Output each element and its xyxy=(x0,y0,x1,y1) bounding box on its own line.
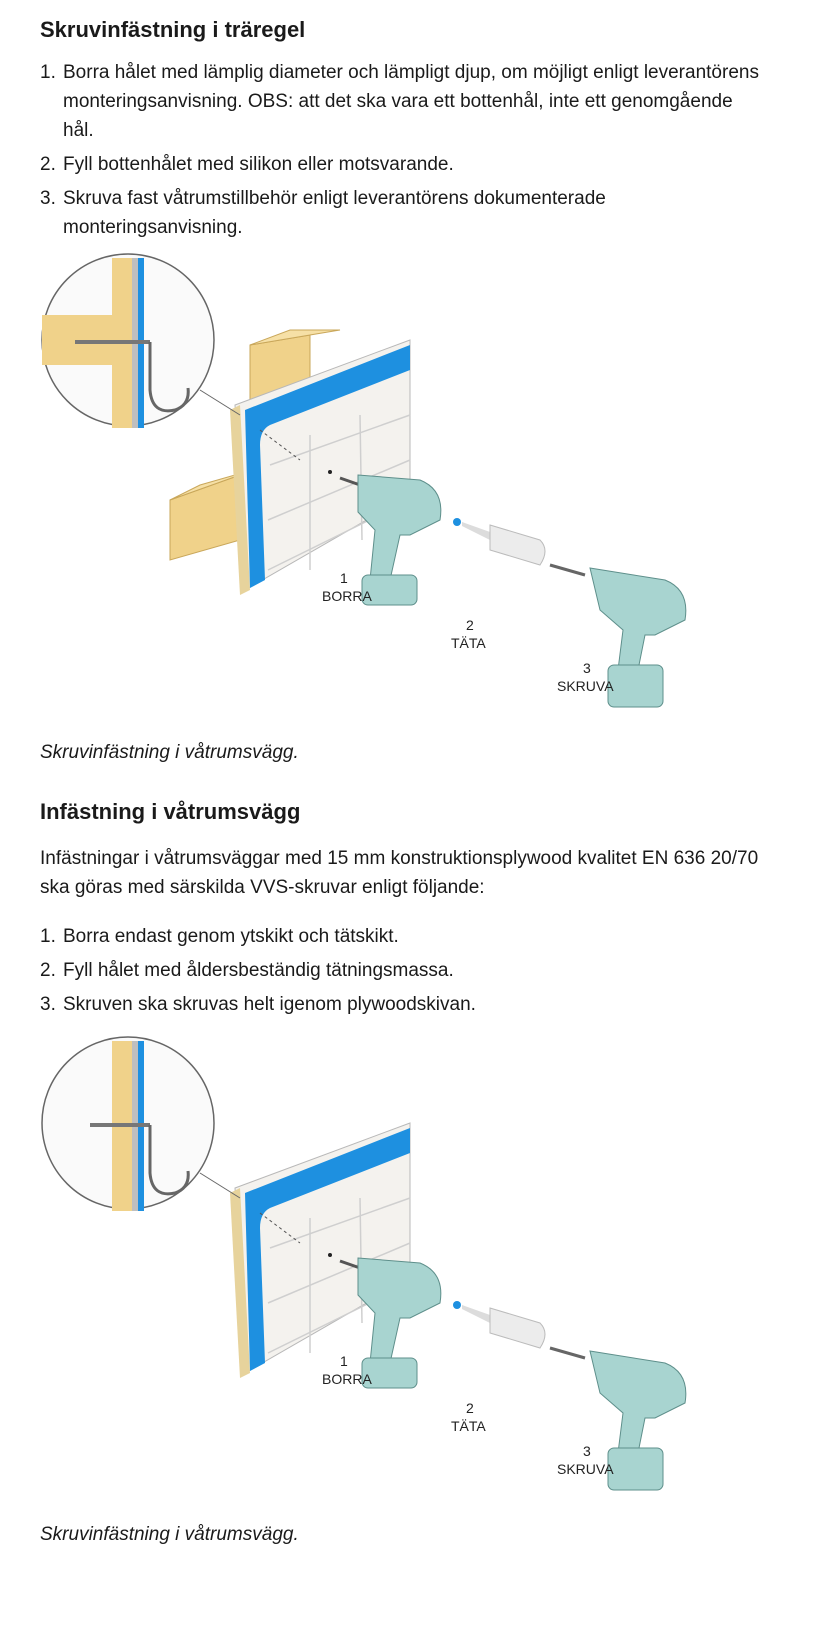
list-number: 3. xyxy=(40,188,56,209)
list-item xyxy=(40,184,760,242)
list-number: 1. xyxy=(40,926,56,947)
step-label-tata: TÄTA xyxy=(451,635,486,651)
detail-magnifier xyxy=(42,254,240,428)
figure-caption: Skruvinfästning i våtrumsvägg. xyxy=(40,742,299,763)
step-label-skruva: SKRUVA xyxy=(557,1461,614,1477)
list-item-text: Borra hålet med lämplig diameter och lämpligt djup, om möjligt enligt leverantörens monteringsanvisning. OBS: att det ska vara ett bottenhål, inte ett genomgående hål. xyxy=(63,62,759,141)
step-number-2: 2 xyxy=(466,1400,474,1416)
list-item xyxy=(40,150,760,179)
list-item xyxy=(40,922,760,951)
section-title-vatrumsvagg: Infästning i våtrumsvägg xyxy=(40,799,301,824)
step-number-1: 1 xyxy=(340,1353,348,1369)
list-item-text: Fyll hålet med åldersbeständig tätningsmassa. xyxy=(63,960,454,981)
detail-magnifier xyxy=(42,1037,240,1211)
sealant-tube-icon xyxy=(453,1301,545,1348)
list-number: 1. xyxy=(40,62,56,83)
illustration-screw-plywood xyxy=(40,1033,740,1513)
step-label-skruva: SKRUVA xyxy=(557,678,614,694)
illustration-svg xyxy=(40,250,740,730)
step-number-3: 3 xyxy=(583,660,591,676)
list-item-text: Skruven ska skruvas helt igenom plywoodskivan. xyxy=(63,994,476,1015)
list-item xyxy=(40,58,760,145)
illustration-svg xyxy=(40,1033,740,1513)
step-label-tata: TÄTA xyxy=(451,1418,486,1434)
list-number: 2. xyxy=(40,960,56,981)
step-label-borra: BORRA xyxy=(322,588,372,604)
steps-list-2 xyxy=(40,922,760,1024)
list-number: 3. xyxy=(40,994,56,1015)
step-number-2: 2 xyxy=(466,617,474,633)
list-item-text: Fyll bottenhålet med silikon eller motsvarande. xyxy=(63,154,454,175)
list-number: 2. xyxy=(40,154,56,175)
step-label-borra: BORRA xyxy=(322,1371,372,1387)
list-item xyxy=(40,956,760,985)
list-item xyxy=(40,990,760,1019)
intro-paragraph: Infästningar i våtrumsväggar med 15 mm konstruktionsplywood kvalitet EN 636 20/70 ska göras med särskilda VVS-skruvar enligt följande: xyxy=(40,848,759,898)
list-item-text: Skruva fast våtrumstillbehör enligt leverantörens dokumenterade monteringsanvisning. xyxy=(63,188,606,238)
step-number-3: 3 xyxy=(583,1443,591,1459)
steps-list-1 xyxy=(40,58,760,247)
step-number-1: 1 xyxy=(340,570,348,586)
section-title-trarengel: Skruvinfästning i träregel xyxy=(40,17,306,42)
sealant-tube-icon xyxy=(453,518,545,565)
list-item-text: Borra endast genom ytskikt och tätskikt. xyxy=(63,926,399,947)
figure-caption: Skruvinfästning i våtrumsvägg. xyxy=(40,1524,299,1545)
illustration-screw-wood xyxy=(40,250,740,730)
